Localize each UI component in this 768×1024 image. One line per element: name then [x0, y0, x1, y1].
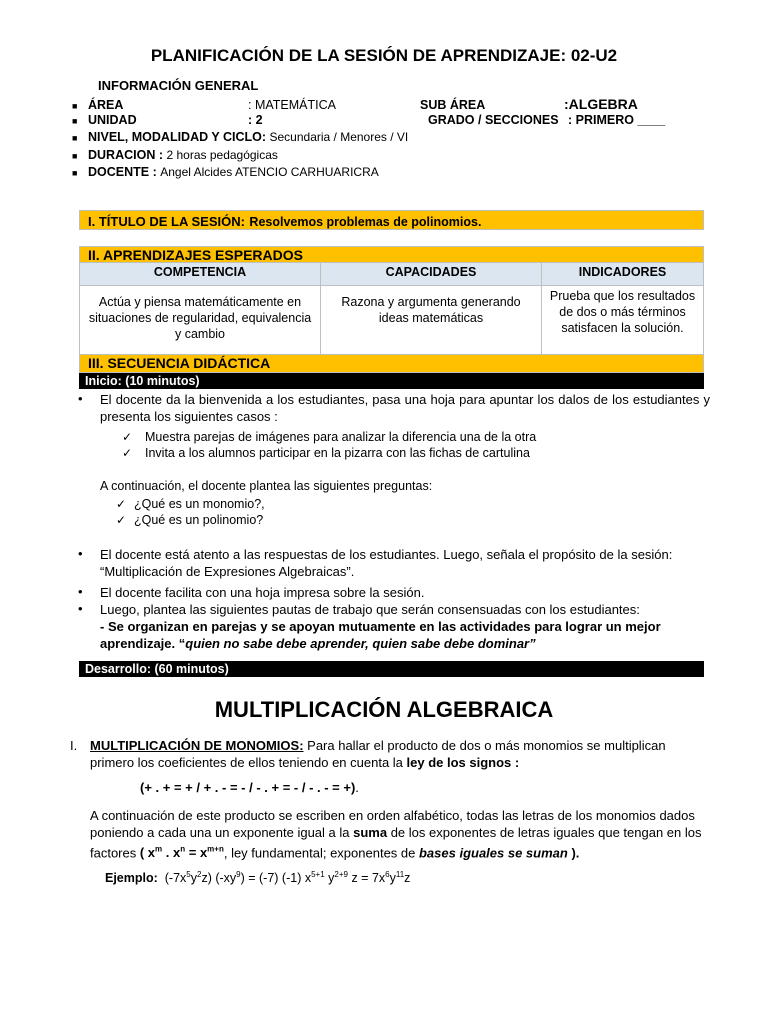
- check-icon: ✓: [122, 446, 133, 460]
- docente-value: Angel Alcides ATENCIO CARHUARICRA: [160, 165, 379, 179]
- bullet-icon: ■: [72, 132, 78, 143]
- inicio-paragraph: El docente da la bienvenida a los estudiantes, pasa una hoja para apuntar los dalos de los estudiantes y presenta los siguientes casos :: [100, 392, 710, 424]
- info-row-nivel: [72, 130, 408, 144]
- nivel-value: Secundaria / Menores / VI: [269, 130, 409, 144]
- rule-dot: . x: [162, 845, 181, 861]
- section3-label: III. SECUENCIA DIDÁCTICA: [88, 355, 271, 371]
- monomios-paragraph: [90, 737, 708, 771]
- docente-label: DOCENTE :: [88, 165, 157, 179]
- bullet-icon: ■: [72, 100, 78, 111]
- grado-value: : PRIMERO ____: [568, 113, 666, 127]
- exp-n: n: [180, 845, 186, 854]
- competencia-cell: Actúa y piensa matemáticamente en situaciones de regularidad, equivalencia y cambio: [80, 286, 321, 363]
- signs-rule: [140, 779, 359, 796]
- unidad-label: UNIDAD: [88, 113, 137, 127]
- signs-text: (+ . + = + / + . - = - / - . + = - / - . - = +): [140, 780, 356, 795]
- unidad-value: : 2: [248, 113, 263, 127]
- ley-signos: ley de los signos :: [406, 755, 520, 770]
- info-row-unidad: [72, 113, 665, 127]
- bullet-icon: ■: [72, 150, 78, 161]
- section3-band: [79, 354, 704, 373]
- pautas-quote: quien no sabe debe aprender, quien sabe debe dominar”: [185, 636, 536, 651]
- rule-open: ( x: [139, 845, 156, 861]
- check-icon: ✓: [122, 430, 133, 444]
- exp-m: m: [155, 845, 163, 854]
- example-line: [105, 866, 410, 887]
- exponent-paragraph: [90, 807, 708, 861]
- monomios-heading: MULTIPLICACIÓN DE MONOMIOS:: [90, 738, 304, 753]
- capacidades-cell: Razona y argumenta generando ideas matemáticas: [321, 286, 542, 363]
- area-value: : MATEMÁTICA: [248, 98, 336, 112]
- signs-end: .: [355, 780, 359, 795]
- info-heading: INFORMACIÓN GENERAL: [98, 78, 259, 93]
- p2-text: de los exponentes de letras iguales que tengan en los factores: [90, 825, 702, 861]
- grado-label: GRADO / SECCIONES: [428, 113, 559, 127]
- p2-text: , ley fundamental; exponentes de: [223, 845, 419, 861]
- section-title-band: [79, 210, 704, 230]
- p2-text: A continuación de este producto se escriben en orden alfabético, todas las letras de los monomios dados poniendo a cada una un exponente igual a la: [90, 808, 695, 840]
- check-item: Muestra parejas de imágenes para analizar la diferencia una de la otra: [145, 430, 537, 444]
- main-heading: MULTIPLICACIÓN ALGEBRAICA: [214, 697, 554, 722]
- table-header: CAPACIDADES: [321, 263, 542, 286]
- monomios-text: Para hallar el producto de dos o más monomios se multiplican primero los coeficientes de ellos teniendo en cuenta la: [90, 738, 666, 770]
- inicio-bullet: [100, 601, 712, 652]
- inicio-bar: Inicio: (10 minutos): [79, 373, 704, 389]
- section2-label: II. APRENDIZAJES ESPERADOS: [88, 247, 303, 263]
- rule-close: ).: [567, 845, 580, 861]
- numeral: I.: [70, 738, 78, 753]
- question-item: ¿Qué es un polinomio?: [134, 513, 264, 527]
- example-formula: $(-7x^5y^2z) (-xy^9) = (-7)$ (-1) $x^{5+1}$ $y^{2+9}$ $z = 7x^6y^{11}z$: [164, 870, 411, 886]
- desarrollo-bar: Desarrollo: (60 minutos): [79, 661, 704, 677]
- bullet-icon: •: [78, 546, 83, 561]
- subarea-value: :ALGEBRA: [564, 96, 638, 112]
- questions-intro: A continuación, el docente plantea las siguientes preguntas:: [100, 479, 433, 493]
- check-item: Invita a los alumnos participar en la pizarra con las fichas de cartulina: [145, 446, 530, 460]
- duracion-label: DURACION :: [88, 148, 163, 162]
- inicio-bullet: El docente facilita con una hoja impresa sobre la sesión.: [100, 585, 425, 600]
- bullet-icon: ■: [72, 115, 78, 126]
- pautas-text: Luego, plantea las siguientes pautas de trabajo que serán consensuadas con los estudiantes:: [100, 602, 640, 617]
- subarea-label: SUB ÁREA: [420, 98, 486, 112]
- table-header: INDICADORES: [542, 263, 704, 286]
- nivel-label: NIVEL, MODALIDAD Y CICLO:: [88, 130, 267, 144]
- info-row-area: [72, 96, 638, 112]
- question-item: ¿Qué es un monomio?,: [134, 497, 265, 511]
- inicio-bullet: El docente está atento a las respuestas de los estudiantes. Luego, señala el propósito de la sesión: “Multiplicación de Expresiones Algebraicas”.: [100, 547, 673, 579]
- bullet-icon: ■: [72, 167, 78, 178]
- info-row-docente: [72, 165, 379, 179]
- indicadores-cell: Prueba que los resultados de dos o más términos satisfacen la solución.: [542, 286, 704, 363]
- suma-word: suma: [353, 825, 388, 840]
- duracion-value: 2 horas pedagógicas: [166, 148, 278, 162]
- area-label: ÁREA: [88, 98, 124, 112]
- bullet-icon: •: [78, 584, 83, 599]
- section2-band: [79, 246, 704, 263]
- bullet-icon: •: [78, 391, 83, 406]
- section1-value: Resolvemos problemas de polinomios.: [249, 215, 482, 229]
- info-row-duracion: [72, 148, 278, 162]
- exp-mn: m+n: [207, 845, 224, 854]
- pautas-bold: - Se organizan en parejas y se apoyan mutuamente en las actividades para lograr un mejor aprendizaje. “: [100, 619, 661, 651]
- check-icon: ✓: [116, 513, 127, 527]
- example-label: Ejemplo:: [105, 871, 158, 886]
- table-header: COMPETENCIA: [80, 263, 321, 286]
- section1-label: I. TÍTULO DE LA SESIÓN:: [88, 214, 245, 229]
- rule-eq: = x: [185, 845, 208, 861]
- bullet-icon: •: [78, 601, 83, 616]
- bases-iguales: bases iguales se suman: [418, 845, 568, 861]
- aprendizajes-table: [79, 262, 704, 363]
- page-title: PLANIFICACIÓN DE LA SESIÓN DE APRENDIZAJE: 02-U2: [150, 46, 618, 65]
- check-icon: ✓: [116, 497, 127, 511]
